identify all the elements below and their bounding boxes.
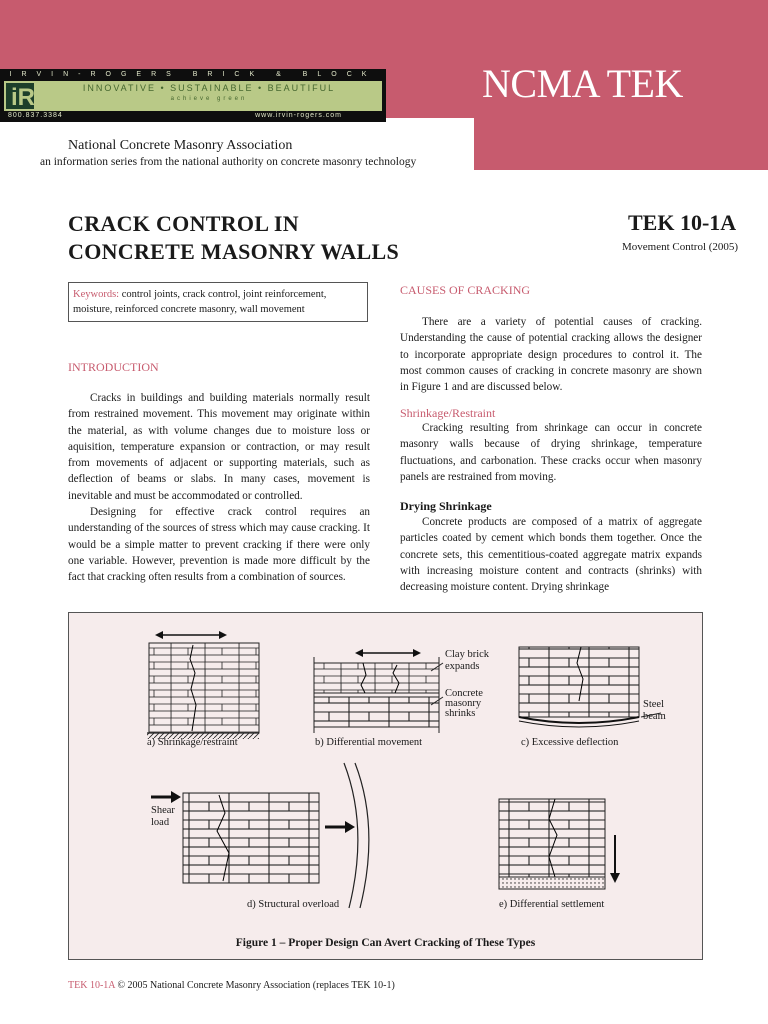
keywords-label: Keywords: [73,289,120,300]
footer [68,980,395,991]
label-concrete-masonry: Concrete masonry shrinks [445,688,483,719]
organization-name: National Concrete Masonry Association [68,138,293,153]
logo-panel [4,81,382,111]
logo-mark-icon: iR [6,83,34,109]
shrinkage-restraint-heading: Shrinkage/Restraint [400,406,496,420]
label-shear-load: Shear load [151,805,175,828]
tek-category: Movement Control (2005) [622,241,739,253]
introduction-paragraph-2: Designing for effective crack control requires an understanding of the sources of stress which may cause cracking. It would be a simple matter to prevent cracking if there were only one variable. However, prevention is made more difficult by the fact that cracking often results from a combination of sources. [68,506,370,584]
title-line-2: CONCRETE MASONRY WALLS [68,239,399,264]
logo-website: www.irvin-rogers.com [255,112,342,119]
drying-shrinkage-paragraph: Concrete products are composed of a matrix of aggregate particles coated by cement which bonds them together. Once the concrete sets, this cementitious-coated aggregate matrix expands with increasing moisture content and contracts (shrinks) with decreasing moisture content. Drying shrinkage [400,516,702,594]
series-tagline: an information series from the national authority on concrete masonry technology [40,156,417,168]
logo-subslogan: achieve green [170,96,248,102]
panel-b-drawing [314,649,443,733]
introduction-paragraph-1: Cracks in buildings and building materials normally result from restrained movement. This movement may originate within the material, as with volume changes due to moisture loss or aquisition, temperature expansion or contraction, or may result from movements of adjacent or supporting materials, such as deflection of beams or slabs. In many cases, movement is inevitable and must be accommodated or controlled. [68,392,370,502]
footer-text: © 2005 National Concrete Masonry Association (replaces TEK 10-1) [117,980,395,991]
sponsor-logo [0,69,386,122]
panel-e-caption: e) Differential settlement [499,899,605,910]
panel-d-drawing [151,763,369,908]
introduction-body [68,390,370,586]
label-steel-beam: Steel beam [643,699,666,722]
keywords-text: control joints, crack control, joint reinforcement, moisture, reinforced concrete masonry, wall movement [73,289,327,315]
panel-b-caption: b) Differential movement [315,737,423,748]
panel-a-caption: a) Shrinkage/restraint [147,737,238,748]
document-title [68,210,399,266]
title-line-1: CRACK CONTROL IN [68,211,299,236]
footer-tek: TEK 10-1A [68,980,115,991]
logo-company: IRVIN-ROGERS BRICK & BLOCK [9,71,377,78]
panel-c-drawing [519,647,661,727]
keywords-box [68,282,368,322]
panel-e-drawing [499,799,620,889]
label-clay-brick: Clay brick expands [445,649,490,672]
figure-1 [68,612,703,960]
panel-a-drawing [147,631,259,739]
panel-c-caption: c) Excessive deflection [521,737,619,748]
logo-slogan: INNOVATIVE • SUSTAINABLE • BEAUTIFUL [82,83,336,93]
drying-shrinkage-heading: Drying Shrinkage [400,499,492,513]
shrinkage-restraint-body [400,420,702,485]
introduction-heading: INTRODUCTION [68,360,159,374]
panel-d-caption: d) Structural overload [247,899,340,910]
figure-drawings [69,613,702,959]
causes-heading: CAUSES OF CRACKING [400,283,531,297]
logo-phone: 800.837.3384 [8,112,63,119]
series-title: NCMA TEK [482,61,683,106]
causes-body [400,314,702,395]
figure-caption: Figure 1 – Proper Design Can Avert Cracking of These Types [235,937,536,949]
drying-shrinkage-body [400,514,702,595]
causes-paragraph-1: There are a variety of potential causes of cracking. Understanding the cause of potential cracking allows the designer to incorporate appropriate design procedures to control it. The most common causes of cracking in concrete masonry are shown in Figure 1 and are discussed below. [400,316,702,394]
tek-number: TEK 10-1A [628,210,737,235]
shrinkage-restraint-paragraph: Cracking resulting from shrinkage can occur in concrete masonry walls because of drying shrinkage, temperature fluctuations, and carbonation. These cracks occur when masonry panels are restrained from moving. [400,422,702,483]
